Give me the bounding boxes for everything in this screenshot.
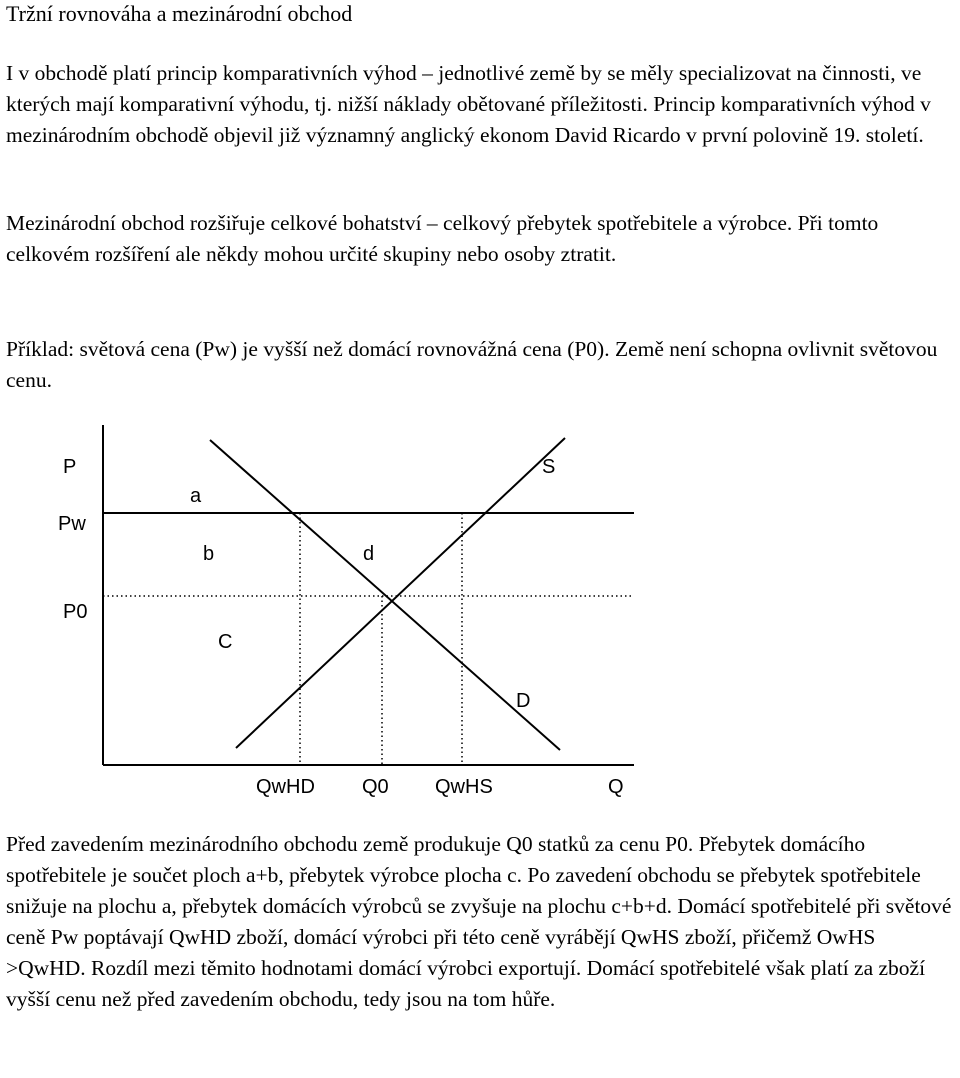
domestic-price-label: P0 bbox=[63, 601, 88, 623]
supply-demand-diagram bbox=[0, 420, 960, 830]
area-d-label: d bbox=[363, 543, 375, 565]
paragraph-example: Příklad: světová cena (Pw) je vyšší než domácí rovnovážná cena (P0). Země není schopna ovlivnit světovou cenu. bbox=[6, 337, 938, 392]
demand-label: D bbox=[516, 690, 531, 712]
qwhd-label: QwHD bbox=[256, 776, 315, 798]
area-c-label: C bbox=[218, 631, 233, 653]
world-price-label: Pw bbox=[58, 513, 86, 535]
area-b-label: b bbox=[203, 543, 215, 565]
quantity-axis-label: Q bbox=[608, 776, 624, 798]
price-axis-label: P bbox=[63, 456, 77, 478]
paragraph-comparative-advantage: I v obchodě platí princip komparativních výhod – jednotlivé země by se měly specializovat na činnosti, ve kterých mají komparativní výhodu, tj. nižší náklady obětované příležitosti. Princip komparativních výhod v mezinárodním obchodě objevil již významný anglický ekonom David Ricardo v první polovině 19. století. bbox=[6, 61, 931, 147]
qwhs-label: QwHS bbox=[435, 776, 493, 798]
q0-label: Q0 bbox=[362, 776, 389, 798]
page-title: Tržní rovnováha a mezinárodní obchod bbox=[6, 1, 353, 26]
area-a-label: a bbox=[190, 485, 202, 507]
supply-label: S bbox=[542, 456, 556, 478]
demand-curve bbox=[210, 440, 560, 750]
paragraph-explanation: Před zavedením mezinárodního obchodu země produkuje Q0 statků za cenu P0. Přebytek domácího spotřebitele je součet ploch a+b, přebytek výrobce plocha c. Po zavedení obchodu se přebytek spotřebitele snižuje na plochu a, přebytek domácích výrobců se zvyšuje na plochu c+b+d. Domácí spotřebitelé při světové ceně Pw poptávají QwHD zboží, domácí výrobci při této ceně vyrábějí QwHS zboží, přičemž OwHS >QwHD. Rozdíl mezi těmito hodnotami domácí výrobci exportují. Domácí spotřebitelé však platí za zboží vyšší cenu než před zavedením obchodu, tedy jsou na tom hůře. bbox=[6, 832, 952, 1011]
paragraph-trade-wealth: Mezinárodní obchod rozšiřuje celkové bohatství – celkový přebytek spotřebitele a výrobce. Při tomto celkovém rozšíření ale někdy mohou určité skupiny nebo osoby ztratit. bbox=[6, 211, 879, 266]
